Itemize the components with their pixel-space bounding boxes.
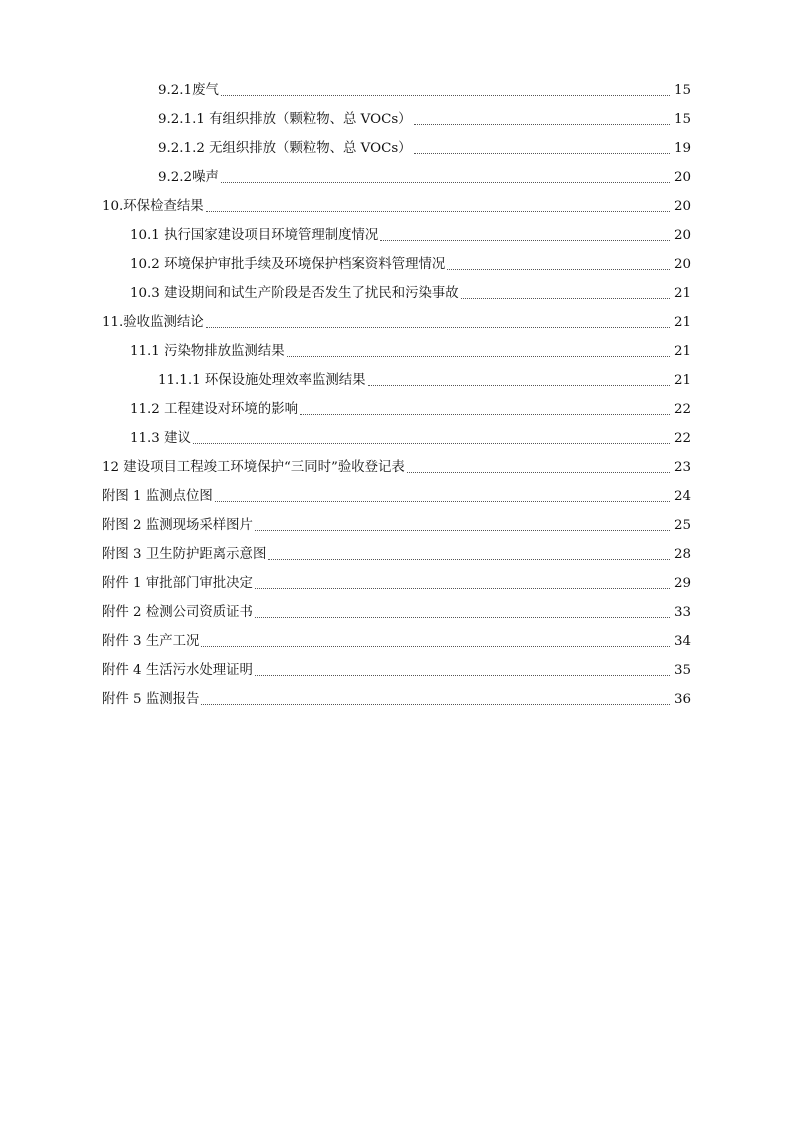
- toc-entry-title: 11.1.1 环保设施处理效率监测结果: [158, 373, 366, 388]
- toc-entry[interactable]: [102, 660, 691, 680]
- toc-entry-title: 11.验收监测结论: [102, 315, 204, 330]
- toc-entry-page: 28: [673, 547, 691, 562]
- toc-entry[interactable]: [130, 283, 691, 303]
- toc-entry[interactable]: [130, 254, 691, 274]
- toc-entry-title: 11.3 建议: [130, 431, 191, 446]
- toc-dot-leader: [368, 384, 670, 386]
- toc-dot-leader: [255, 529, 670, 531]
- toc-entry-page: 21: [673, 344, 691, 359]
- toc-entry-page: 34: [673, 634, 691, 649]
- toc-dot-leader: [447, 268, 670, 270]
- toc-entry-page: 20: [673, 170, 691, 185]
- toc-dot-leader: [300, 413, 670, 415]
- toc-entry[interactable]: [102, 515, 691, 535]
- toc-entry[interactable]: [102, 631, 691, 651]
- toc-dot-leader: [215, 500, 670, 502]
- toc-entry[interactable]: [158, 80, 691, 100]
- toc-entry-title: 9.2.1.1 有组织排放（颗粒物、总 VOCs）: [158, 112, 412, 127]
- toc-entry-title: 附件 1 审批部门审批决定: [102, 576, 253, 591]
- toc-entry[interactable]: [130, 399, 691, 419]
- toc-dot-leader: [255, 674, 670, 676]
- toc-entry-title: 10.3 建设期间和试生产阶段是否发生了扰民和污染事故: [130, 286, 459, 301]
- toc-entry-title: 10.2 环境保护审批手续及环境保护档案资料管理情况: [130, 257, 446, 272]
- toc-entry[interactable]: [158, 370, 691, 390]
- toc-dot-leader: [268, 558, 670, 560]
- toc-entry[interactable]: [158, 109, 691, 129]
- toc-dot-leader: [407, 471, 670, 473]
- toc-entry-title: 10.环保检查结果: [102, 199, 204, 214]
- toc-entry-page: 23: [673, 460, 691, 475]
- toc-dot-leader: [461, 297, 670, 299]
- toc-entry-title: 12 建设项目工程竣工环境保护“三同时”验收登记表: [102, 460, 405, 475]
- toc-entry[interactable]: [102, 689, 691, 709]
- toc-entry-page: 15: [673, 83, 691, 98]
- toc-dot-leader: [380, 239, 670, 241]
- toc-entry-title: 9.2.1.2 无组织排放（颗粒物、总 VOCs）: [158, 141, 412, 156]
- toc-entry[interactable]: [102, 196, 691, 216]
- toc-entry[interactable]: [102, 573, 691, 593]
- toc-entry-page: 24: [673, 489, 691, 504]
- toc-entry[interactable]: [102, 312, 691, 332]
- toc-entry-title: 附件 3 生产工况: [102, 634, 200, 649]
- toc-entry[interactable]: [130, 428, 691, 448]
- toc-entry-title: 附件 5 监测报告: [102, 692, 200, 707]
- toc-entry-title: 11.1 污染物排放监测结果: [130, 344, 285, 359]
- toc-entry[interactable]: [130, 341, 691, 361]
- toc-entry-page: 29: [673, 576, 691, 591]
- toc-entry[interactable]: [130, 225, 691, 245]
- toc-entry[interactable]: [102, 544, 691, 564]
- toc-entry[interactable]: [102, 486, 691, 506]
- toc-entry-page: 21: [673, 315, 691, 330]
- toc-entry-page: 25: [673, 518, 691, 533]
- toc-entry-page: 21: [673, 373, 691, 388]
- toc-entry-title: 附图 1 监测点位图: [102, 489, 213, 504]
- toc-entry-title: 11.2 工程建设对环境的影响: [130, 402, 298, 417]
- toc-dot-leader: [255, 587, 670, 589]
- toc-entry-page: 20: [673, 257, 691, 272]
- toc-dot-leader: [201, 703, 670, 705]
- toc-entry-page: 35: [673, 663, 691, 678]
- toc-entry[interactable]: [102, 457, 691, 477]
- toc-entry[interactable]: [102, 602, 691, 622]
- toc-entry[interactable]: [158, 138, 691, 158]
- toc-dot-leader: [221, 181, 670, 183]
- toc-dot-leader: [206, 326, 670, 328]
- toc-dot-leader: [201, 645, 670, 647]
- toc-dot-leader: [193, 442, 670, 444]
- toc-entry-page: 20: [673, 199, 691, 214]
- toc-entry-title: 附件 2 检测公司资质证书: [102, 605, 253, 620]
- toc-entry-title: 附件 4 生活污水处理证明: [102, 663, 253, 678]
- toc-entry[interactable]: [158, 167, 691, 187]
- toc-entry-title: 9.2.1废气: [158, 83, 219, 98]
- toc-entry-page: 15: [673, 112, 691, 127]
- toc-dot-leader: [255, 616, 670, 618]
- toc-entry-page: 19: [673, 141, 691, 156]
- toc-entry-page: 22: [673, 402, 691, 417]
- toc-entry-page: 36: [673, 692, 691, 707]
- toc-entry-page: 22: [673, 431, 691, 446]
- toc-entry-title: 附图 3 卫生防护距离示意图: [102, 547, 267, 562]
- toc-dot-leader: [206, 210, 670, 212]
- toc-dot-leader: [414, 152, 670, 154]
- toc-entry-page: 33: [673, 605, 691, 620]
- toc-entry-page: 20: [673, 228, 691, 243]
- toc-entry-title: 10.1 执行国家建设项目环境管理制度情况: [130, 228, 379, 243]
- toc-dot-leader: [221, 94, 670, 96]
- toc-dot-leader: [414, 123, 670, 125]
- toc-dot-leader: [287, 355, 670, 357]
- toc-entry-title: 9.2.2噪声: [158, 170, 219, 185]
- toc-entry-page: 21: [673, 286, 691, 301]
- toc-entry-title: 附图 2 监测现场采样图片: [102, 518, 253, 533]
